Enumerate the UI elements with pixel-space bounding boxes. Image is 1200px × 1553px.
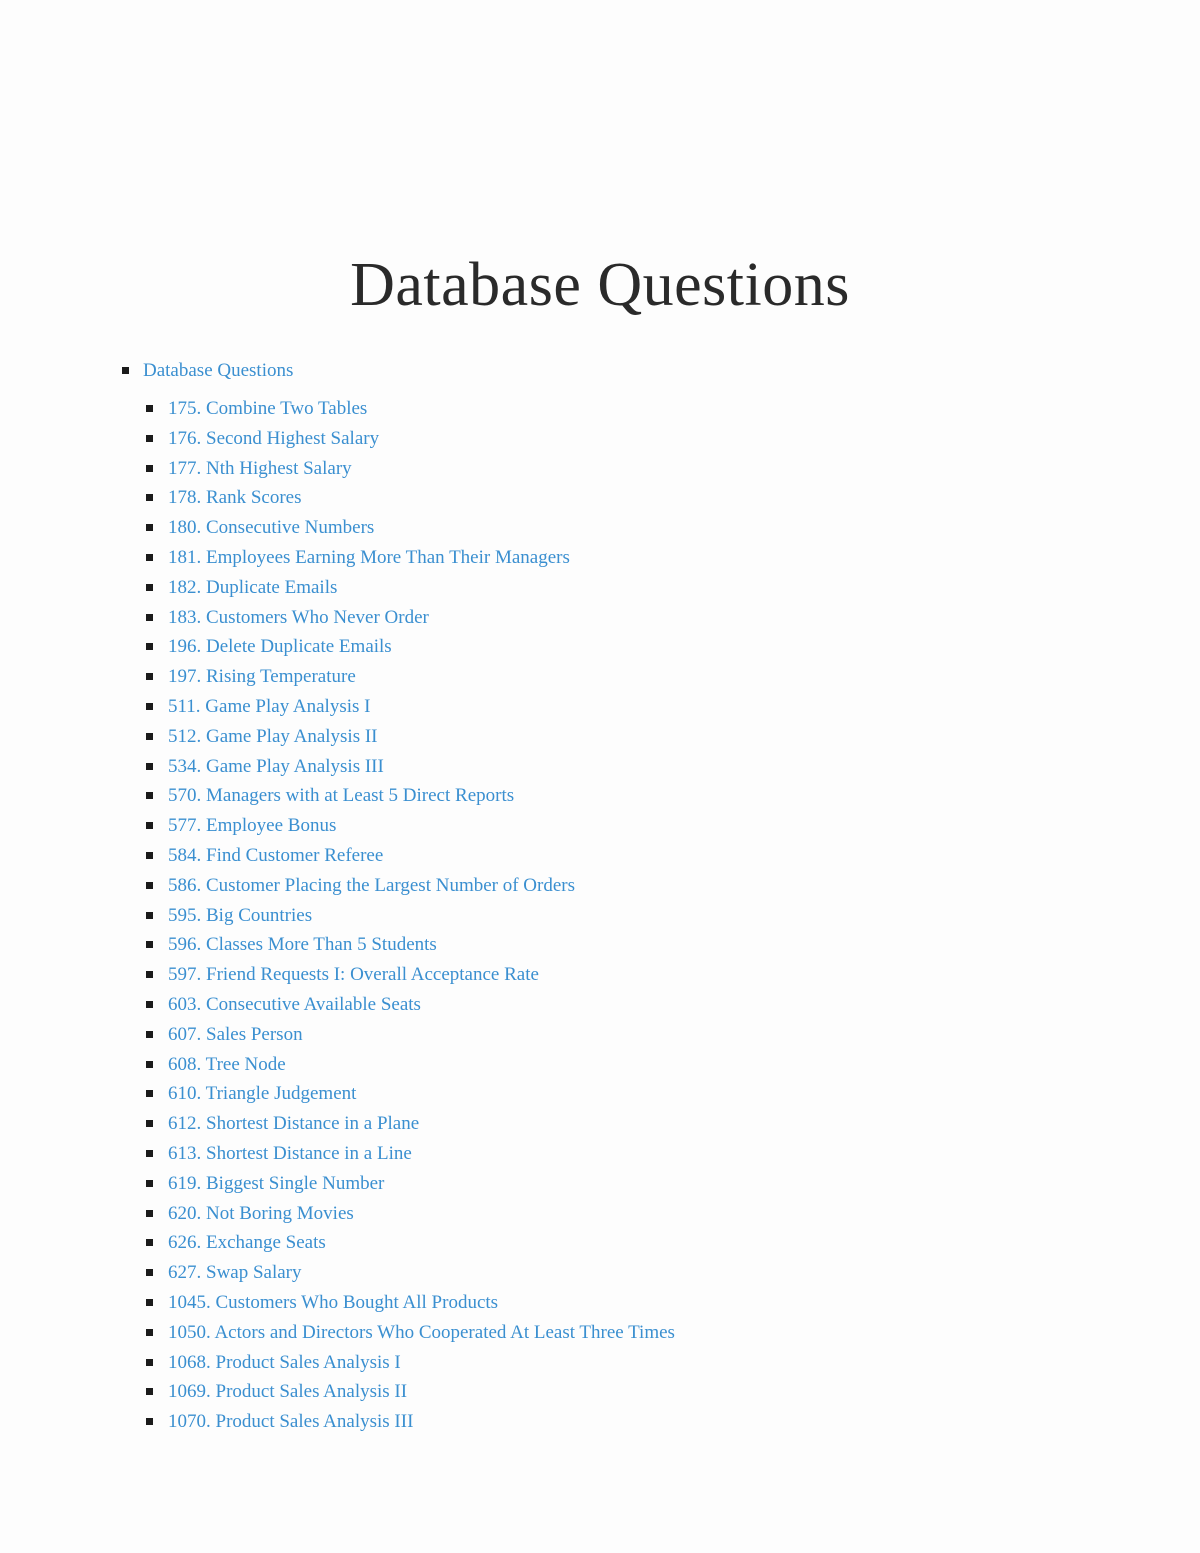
toc-list-item — [0, 960, 675, 990]
toc-list-item — [0, 1169, 675, 1199]
toc-list-item — [0, 1228, 675, 1258]
toc-link[interactable]: 1045. Customers Who Bought All Products — [168, 1291, 499, 1313]
toc-link[interactable]: 182. Duplicate Emails — [168, 576, 338, 598]
toc-link[interactable]: 178. Rank Scores — [168, 487, 302, 509]
table-of-contents — [0, 356, 675, 1433]
square-bullet-icon — [146, 1388, 153, 1395]
toc-link[interactable]: 613. Shortest Distance in a Line — [168, 1142, 412, 1164]
toc-list-item — [0, 454, 675, 484]
toc-link[interactable]: 570. Managers with at Least 5 Direct Reports — [168, 785, 515, 807]
toc-link[interactable]: 181. Employees Earning More Than Their Managers — [168, 546, 570, 568]
page-title: Database Questions — [350, 251, 850, 319]
square-bullet-icon — [146, 554, 153, 561]
toc-list-item — [0, 513, 675, 543]
toc-link[interactable]: 197. Rising Temperature — [168, 666, 356, 688]
toc-sub-list — [0, 394, 675, 1437]
square-bullet-icon — [146, 852, 153, 859]
toc-link[interactable]: 607. Sales Person — [168, 1023, 303, 1045]
toc-list-item — [0, 1377, 675, 1407]
toc-link[interactable]: 1050. Actors and Directors Who Cooperated At Least Three Times — [168, 1321, 675, 1343]
square-bullet-icon — [146, 941, 153, 948]
toc-link[interactable]: 597. Friend Requests I: Overall Acceptance Rate — [168, 964, 539, 986]
toc-list-item — [0, 1348, 675, 1378]
square-bullet-icon — [146, 643, 153, 650]
toc-link[interactable]: 626. Exchange Seats — [168, 1232, 326, 1254]
toc-link[interactable]: 608. Tree Node — [168, 1053, 286, 1075]
square-bullet-icon — [146, 912, 153, 919]
toc-list-item — [0, 1109, 675, 1139]
square-bullet-icon — [146, 673, 153, 680]
toc-list-item — [0, 573, 675, 603]
toc-list-item — [0, 1199, 675, 1229]
toc-list-item — [0, 1407, 675, 1437]
square-bullet-icon — [146, 1269, 153, 1276]
square-bullet-icon — [146, 1150, 153, 1157]
toc-list-item — [0, 424, 675, 454]
toc-list-item — [0, 781, 675, 811]
toc-link[interactable]: 627. Swap Salary — [168, 1262, 302, 1284]
square-bullet-icon — [146, 1329, 153, 1336]
square-bullet-icon — [146, 763, 153, 770]
square-bullet-icon — [146, 614, 153, 621]
toc-link[interactable]: 1070. Product Sales Analysis III — [168, 1411, 414, 1433]
square-bullet-icon — [146, 405, 153, 412]
square-bullet-icon — [146, 1418, 153, 1425]
toc-link[interactable]: 620. Not Boring Movies — [168, 1202, 354, 1224]
toc-list-item — [0, 692, 675, 722]
square-bullet-icon — [146, 1001, 153, 1008]
toc-link[interactable]: 577. Employee Bonus — [168, 815, 337, 837]
square-bullet-icon — [122, 367, 129, 374]
toc-link[interactable]: 610. Triangle Judgement — [168, 1083, 357, 1105]
toc-list-item — [0, 990, 675, 1020]
square-bullet-icon — [146, 1210, 153, 1217]
toc-link[interactable]: 584. Find Customer Referee — [168, 844, 384, 866]
square-bullet-icon — [146, 971, 153, 978]
toc-link[interactable]: 180. Consecutive Numbers — [168, 517, 375, 539]
toc-link[interactable]: 586. Customer Placing the Largest Number of Orders — [168, 874, 576, 896]
square-bullet-icon — [146, 494, 153, 501]
square-bullet-icon — [146, 733, 153, 740]
square-bullet-icon — [146, 465, 153, 472]
square-bullet-icon — [146, 1061, 153, 1068]
square-bullet-icon — [146, 1031, 153, 1038]
toc-list-item — [0, 1020, 675, 1050]
toc-list-item — [0, 871, 675, 901]
square-bullet-icon — [146, 435, 153, 442]
toc-link[interactable]: 595. Big Countries — [168, 904, 313, 926]
toc-link[interactable]: 196. Delete Duplicate Emails — [168, 636, 392, 658]
square-bullet-icon — [146, 584, 153, 591]
toc-list-item — [0, 1258, 675, 1288]
toc-list-item — [0, 901, 675, 931]
toc-list-item — [0, 722, 675, 752]
toc-list-item — [0, 841, 675, 871]
toc-list-item — [0, 811, 675, 841]
toc-list-item — [0, 632, 675, 662]
square-bullet-icon — [146, 882, 153, 889]
square-bullet-icon — [146, 1090, 153, 1097]
toc-list-item — [0, 1079, 675, 1109]
toc-list-item — [0, 1318, 675, 1348]
toc-top-item — [0, 356, 675, 1433]
toc-list-item — [0, 603, 675, 633]
toc-list-item — [0, 543, 675, 573]
toc-list-item — [0, 394, 675, 424]
toc-list-item — [0, 1050, 675, 1080]
toc-list-item — [0, 483, 675, 513]
toc-link[interactable]: 175. Combine Two Tables — [168, 398, 368, 419]
toc-link[interactable]: 612. Shortest Distance in a Plane — [168, 1113, 420, 1135]
toc-list-item — [0, 1288, 675, 1318]
toc-list-item — [0, 662, 675, 692]
square-bullet-icon — [146, 703, 153, 710]
toc-link[interactable]: 619. Biggest Single Number — [168, 1172, 385, 1194]
toc-list-item — [0, 930, 675, 960]
square-bullet-icon — [146, 524, 153, 531]
toc-link[interactable]: 511. Game Play Analysis I — [168, 695, 371, 717]
toc-list-item — [0, 752, 675, 782]
toc-link[interactable]: 176. Second Highest Salary — [168, 427, 380, 449]
square-bullet-icon — [146, 822, 153, 829]
square-bullet-icon — [146, 1299, 153, 1306]
toc-link[interactable]: 1068. Product Sales Analysis I — [168, 1351, 401, 1373]
square-bullet-icon — [146, 1239, 153, 1246]
square-bullet-icon — [146, 792, 153, 799]
toc-link-database-questions[interactable]: Database Questions — [143, 360, 294, 381]
square-bullet-icon — [146, 1120, 153, 1127]
toc-link[interactable]: 183. Customers Who Never Order — [168, 606, 429, 628]
toc-link[interactable]: 534. Game Play Analysis III — [168, 755, 384, 777]
toc-link[interactable]: 596. Classes More Than 5 Students — [168, 934, 437, 956]
toc-link[interactable]: 177. Nth Highest Salary — [168, 457, 352, 479]
toc-list-item — [0, 1139, 675, 1169]
toc-link[interactable]: 512. Game Play Analysis II — [168, 725, 378, 747]
square-bullet-icon — [146, 1180, 153, 1187]
square-bullet-icon — [146, 1359, 153, 1366]
toc-link[interactable]: 1069. Product Sales Analysis II — [168, 1381, 408, 1403]
toc-link[interactable]: 603. Consecutive Available Seats — [168, 993, 421, 1015]
